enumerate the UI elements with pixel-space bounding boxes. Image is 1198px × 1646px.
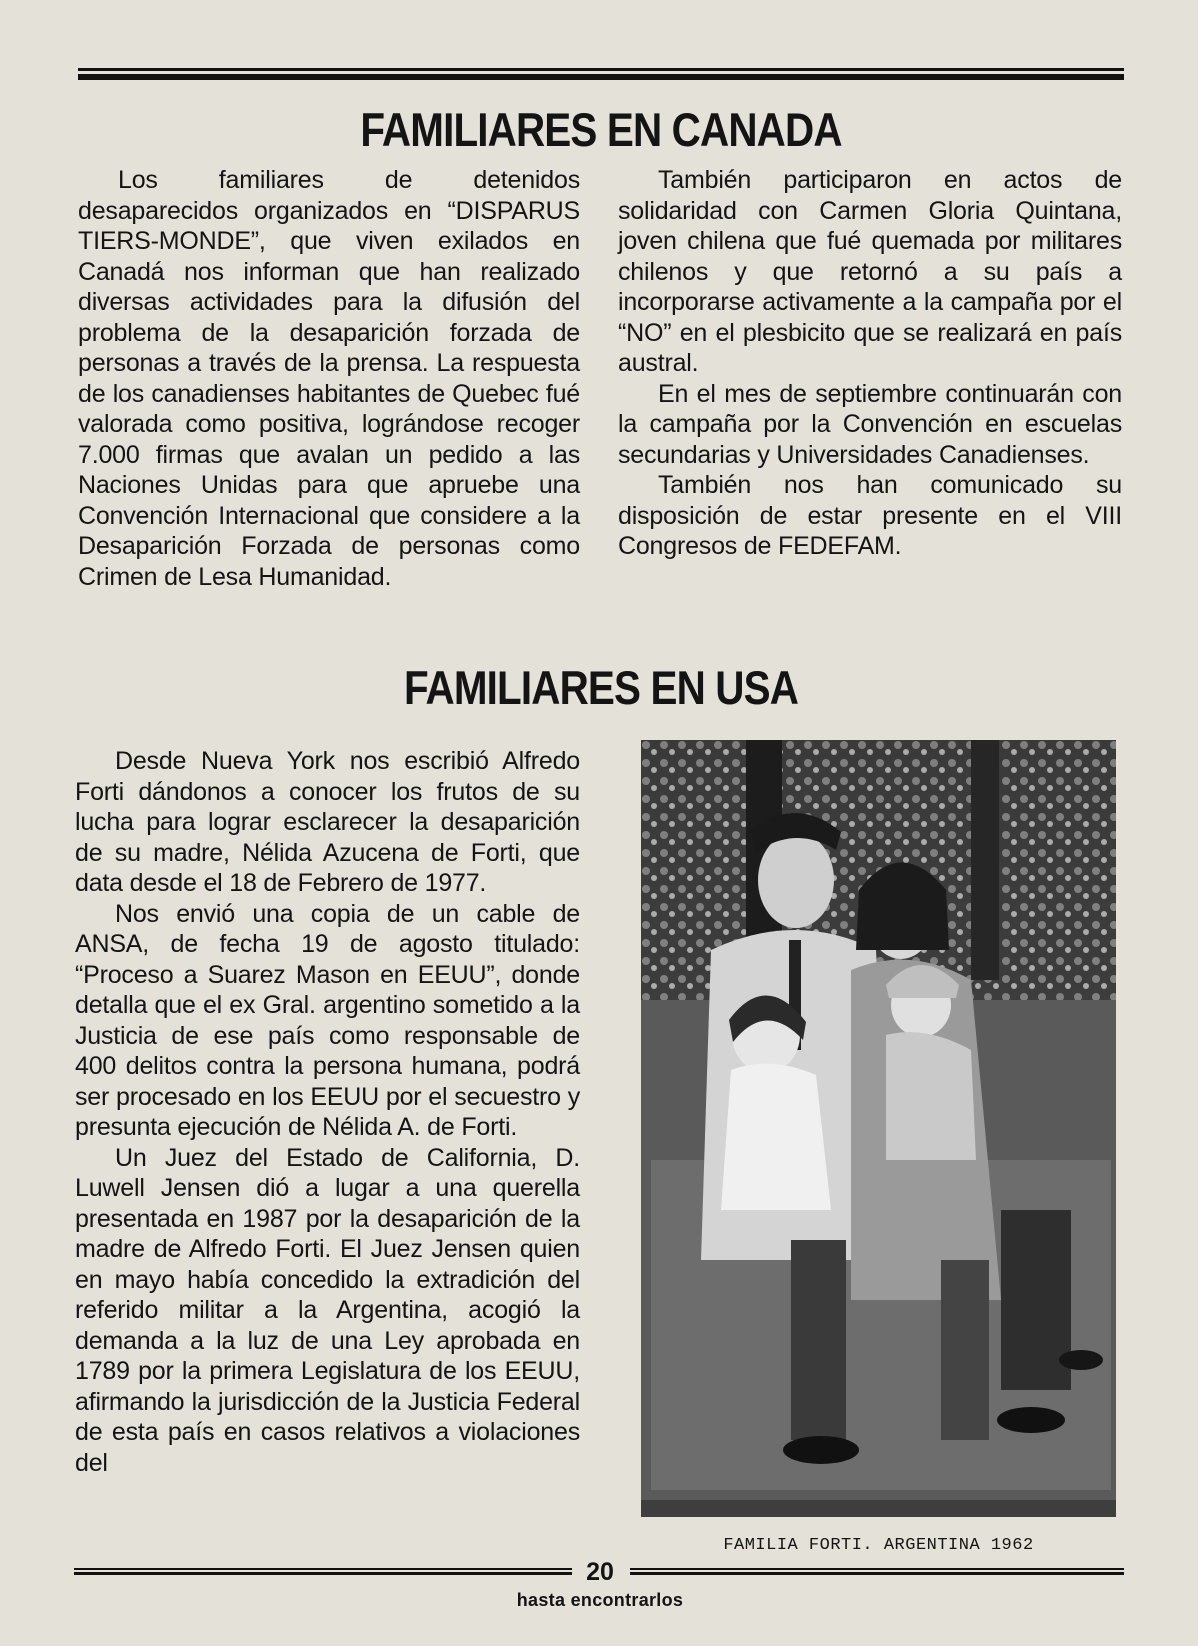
family-photo-illustration — [641, 740, 1116, 1517]
canada-paragraph: Los familiares de detenidos desaparecidos organizados en “DISPARUS TIERS-MONDE”, que viven exilados en Canadá nos informan que han realizado diversas actividades para la difusión del problema de la desaparición forzada de personas a través de la prensa. La respuesta de los canadienses habitantes de Quebec fué valorada como positiva, lográndose recoger 7.000 firmas que avalan un pedido a las Naciones Unidas para que apruebe una Convención Internacional que considere a la Desaparición Forzada de personas como Crimen de Lesa Humanidad. — [78, 166, 580, 591]
canada-paragraph: También participaron en actos de solidaridad con Carmen Gloria Quintana, joven chilena que fué quemada por militares chilenos y que retornó a su país a incorporarse activamente a la campaña por el “NO” en el plesbicito que se realizará en país austral. — [618, 166, 1122, 377]
photo-caption: FAMILIA FORTI. ARGENTINA 1962 — [723, 1536, 1034, 1555]
canada-column-left — [78, 165, 580, 592]
canada-paragraph: En el mes de septiembre continuarán con la campaña por la Convención en escuelas secundarias y Universidades Canadienses. — [618, 379, 1122, 469]
heading-familiares-canada: FAMILIARES EN CANADA — [360, 103, 842, 156]
usa-paragraph: Desde Nueva York nos escribió Alfredo Forti dándonos a conocer los frutos de su lucha para lograr esclarecer la desaparición de su madre, Nélida Azucena de Forti, que data desde el 18 de Febrero de 1977. — [75, 747, 580, 897]
canada-paragraph: También nos han comunicado su disposición de estar presente en el VIII Congresos de FEDEFAM. — [618, 471, 1122, 560]
footer-rule-right — [630, 1568, 1124, 1575]
family-photo — [641, 740, 1116, 1517]
usa-paragraph: Nos envió una copia de un cable de ANSA, de fecha 19 de agosto titulado: “Proceso a Suarez Mason en EEUU”, donde detalla que el ex Gral. argentino sometido a la Justicia de ese país como responsable de 400 delitos contra la persona humana, podrá ser procesado en los EEUU por el secuestro y presunta ejecución de Nélida A. de Forti. — [75, 899, 580, 1141]
heading-familiares-usa: FAMILIARES EN USA — [403, 661, 799, 714]
canada-column-right — [618, 165, 1122, 562]
usa-paragraph: Un Juez del Estado de California, D. Luwell Jensen dió a lugar a una querella presentada en 1987 por la desaparición de la madre de Alfredo Forti. El Juez Jensen quien en mayo había concedido la extradición del referido militar a la Argentina, acogió la demanda a la luz de una Ley aprobada en 1789 por la primera Legislatura de los EEUU, afirmando la jurisdicción de la Justicia Federal de esta país en casos relativos a violaciones del — [75, 1143, 580, 1477]
publication-name: hasta encontrarlos — [516, 1590, 684, 1610]
footer-rule-left — [74, 1568, 572, 1575]
page-number: 20 — [586, 1558, 614, 1586]
usa-column — [75, 746, 580, 1478]
top-rule — [78, 68, 1124, 80]
